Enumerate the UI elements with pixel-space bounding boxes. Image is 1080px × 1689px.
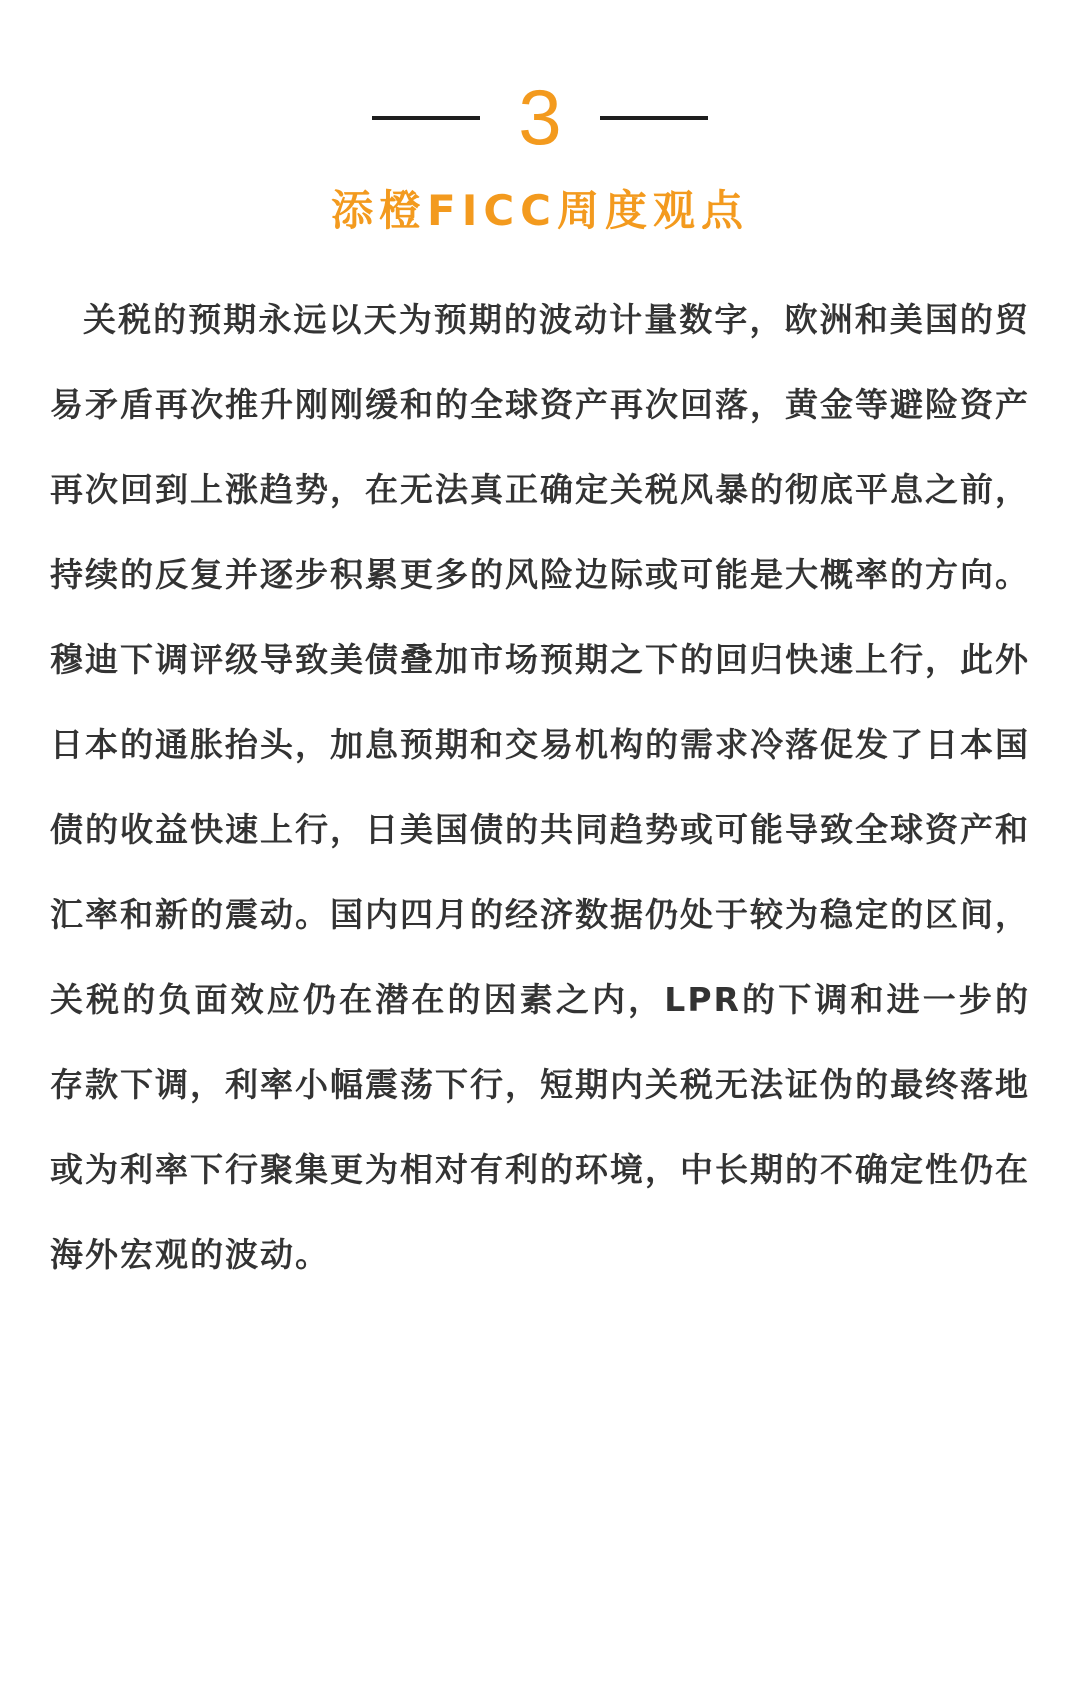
article-paragraph: 关税的预期永远以天为预期的波动计量数字，欧洲和美国的贸易矛盾再次推升刚刚缓和的全球资产再次回落，黄金等避险资产再次回到上涨趋势，在无法真正确定关税风暴的彻底平息之前，持续的反复并逐步积累更多的风险边际或可能是大概率的方向。穆迪下调评级导致美债叠加市场预期之下的回归快速上行，此外日本的通胀抬头，加息预期和交易机构的需求冷落促发了日本国债的收益快速上行，日美国债的共同趋势或可能导致全球资产和汇率和新的震动。国内四月的经济数据仍处于较为稳定的区间，关税的负面效应仍在潜在的因素之内，LPR的下调和进一步的存款下调，利率小幅震荡下行，短期内关税无法证伪的最终落地或为利率下行聚集更为相对有利的环境，中长期的不确定性仍在海外宏观的波动。	[50, 300, 1030, 1274]
section-title: 添橙FICC周度观点	[331, 186, 749, 235]
section-header	[0, 70, 1080, 160]
section-number: 3	[518, 73, 562, 161]
header-rule-right	[600, 116, 708, 120]
